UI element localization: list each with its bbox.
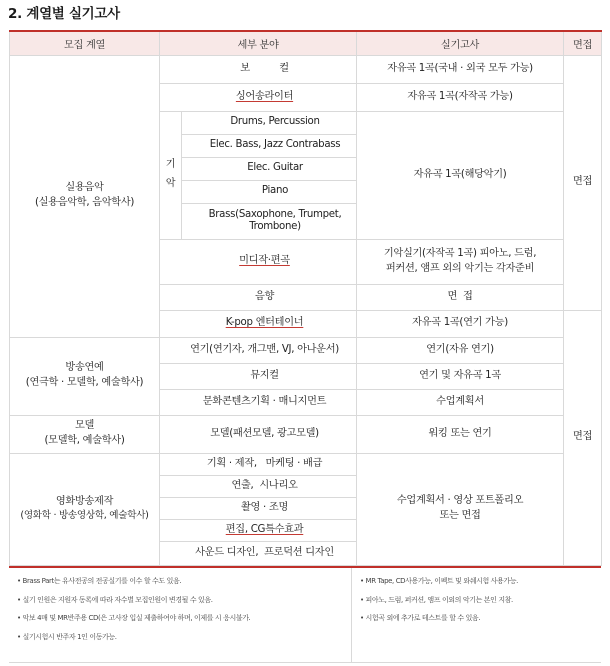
- note-item: • 실기시험시 반주자 1인 이동가능.: [17, 632, 117, 641]
- exam-midi: 기악실기(자작곡 1곡) 피아노, 드럼, 퍼커션, 앰프 외의 악기는 각자준비: [357, 239, 564, 284]
- category-majors: (연극학 · 모델학, 예술학사): [25, 377, 144, 388]
- table-header-row: [10, 31, 602, 55]
- exam-acting: 연기(자유 연기): [357, 337, 564, 363]
- note-item: • 실기 인원은 지원자 동록에 따라 자수별 모집인원이 변경될 수 있음.: [17, 595, 213, 604]
- category-majors: (모델학, 예술학사): [44, 435, 125, 446]
- exam-culture: 수업계획서: [357, 389, 564, 415]
- detail-vocal: 보 컬: [160, 55, 357, 83]
- exam-kpop: 자유곡 1곡(연기 가능): [357, 310, 564, 337]
- note-item: • 시험곡 외에 추가로 테스트를 할 수 있음.: [360, 614, 481, 622]
- interview-others: 면접: [564, 310, 602, 565]
- exam-vocal: 자유곡 1곡(국내 · 외국 모두 가능): [357, 55, 564, 83]
- notes-left: [9, 568, 352, 662]
- category-film: [10, 453, 160, 565]
- instrument-drums: Drums, Percussion: [182, 111, 357, 134]
- exam-singer-songwriter: 자유곡 1곡(자작곡 가능): [357, 83, 564, 111]
- detail-midi: 미디작·편곡: [160, 239, 357, 284]
- detail-acting: 연기(연기자, 개그맨, VJ, 아나운서): [160, 337, 357, 363]
- detail-singer-songwriter: 싱어송라이터: [160, 83, 357, 111]
- instrument-guitar: Elec. Guitar: [182, 157, 357, 180]
- header-interview: 면접: [564, 31, 602, 55]
- category-name: 모델: [74, 420, 95, 432]
- interview-practical-music: 면접: [564, 55, 602, 310]
- exam-musical: 연기 및 자유곡 1곡: [357, 363, 564, 389]
- exam-model: 워킹 또는 연기: [357, 415, 564, 453]
- category-name: 방송연예: [65, 362, 104, 374]
- header-exam: 실기고사: [357, 31, 564, 55]
- header-field: 모집 계열: [10, 31, 160, 55]
- exam-film: 수업계획서 · 영상 포트폴리오 또는 면접: [357, 453, 564, 565]
- detail-kpop: K-pop 엔터테이너: [160, 310, 357, 337]
- page-title: 2. 계열별 실기고사: [8, 6, 120, 22]
- note-item: • 악보 4매 및 MR반주용 CD(은 고사장 입실 제출하여야 하며, 이제를 시 응시불가.: [17, 614, 251, 622]
- detail-planning: 기획 · 제작, 마케팅 · 배급: [160, 453, 357, 475]
- detail-filming: 촬영 · 조명: [160, 497, 357, 519]
- category-model: [10, 415, 160, 453]
- category-majors: (실용음악학, 음악학사): [34, 197, 135, 208]
- category-practical-music: [10, 55, 160, 337]
- exam-instrument: 자유곡 1곡(해당악기): [357, 111, 564, 239]
- detail-editing: 편집, CG특수효과: [160, 519, 357, 541]
- header-detail: 세부 분야: [160, 31, 357, 55]
- table-row: [10, 55, 602, 83]
- instrument-brass: Brass(Saxophone, Trumpet, Trombone): [182, 203, 357, 239]
- category-majors: (영화학 · 방송영상학, 예술학사): [20, 510, 149, 522]
- detail-directing: 연출, 시나리오: [160, 475, 357, 497]
- table-row: [10, 415, 602, 453]
- category-name: 실용음악: [65, 182, 104, 194]
- notes-box: [9, 566, 601, 663]
- note-item: • MR Tape, CD사용가능, 이펙트 및 와쉐시험 사용가능.: [360, 577, 518, 585]
- detail-sound-design: 사운드 디자인, 프로덕션 디자인: [160, 541, 357, 565]
- instrument-label: 기 악: [160, 111, 182, 239]
- table-row: [10, 453, 602, 475]
- category-broadcast: [10, 337, 160, 415]
- instrument-piano: Piano: [182, 180, 357, 203]
- instrument-bass: Elec. Bass, Jazz Contrabass: [182, 134, 357, 157]
- exam-table: [9, 30, 602, 566]
- detail-culture: 문화콘텐츠기획 · 매니지먼트: [160, 389, 357, 415]
- note-item: • 피아노, 드럼, 퍼커션, 앰프 이외의 악기는 본인 지참.: [360, 595, 513, 604]
- detail-sound: 음향: [160, 284, 357, 310]
- table-row: [10, 337, 602, 363]
- notes-right: [352, 568, 601, 662]
- exam-sound: 면 접: [357, 284, 564, 310]
- category-name: 영화방송제작: [55, 495, 114, 507]
- detail-model: 모델(패션모델, 광고모델): [160, 415, 357, 453]
- note-item: • Brass Part는 유사전공의 전공실기를 이수 할 수도 있음.: [17, 577, 182, 585]
- detail-musical: 뮤지컬: [160, 363, 357, 389]
